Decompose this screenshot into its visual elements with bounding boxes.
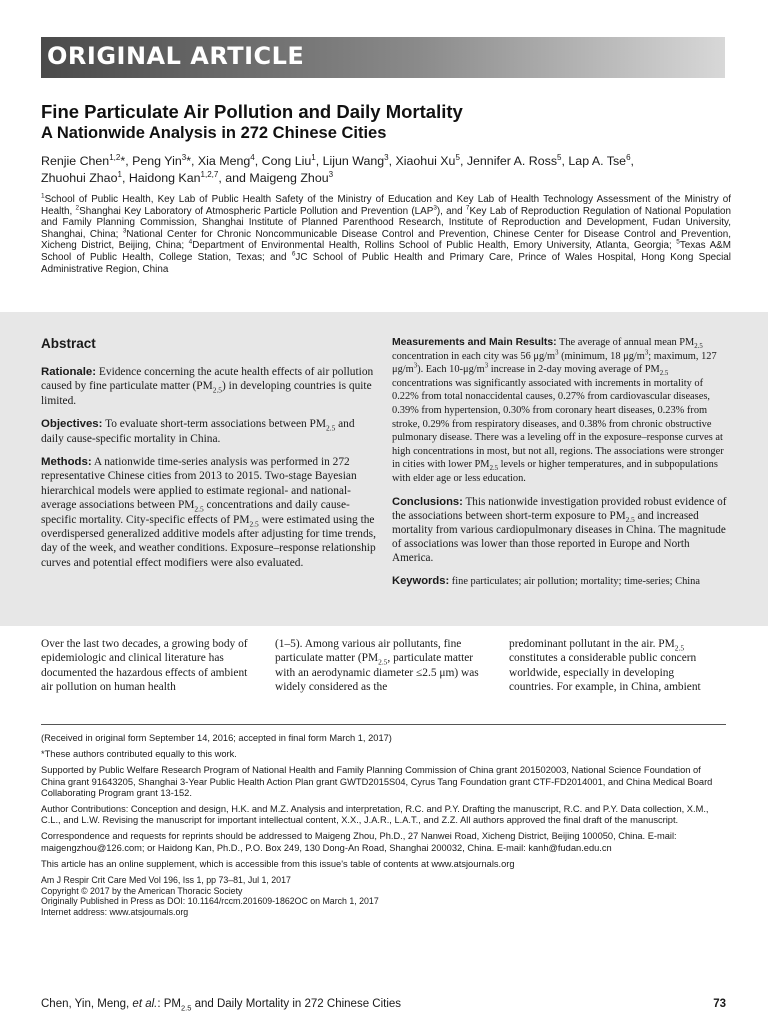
abstract-methods xyxy=(41,455,378,570)
results-text: ; maximum, 127 μg/m xyxy=(392,350,717,376)
subscript: 2.5 xyxy=(674,643,685,653)
author-affil-marker: 3 xyxy=(328,169,334,179)
author-affil-marker: 1 xyxy=(311,152,316,162)
footnote-block xyxy=(41,733,727,917)
affil-marker: 5 xyxy=(676,239,680,247)
article-type-label: ORIGINAL ARTICLE xyxy=(47,42,305,70)
rationale-text: ) in developing countries is quite limited. xyxy=(41,380,372,407)
subscript: 2.5 xyxy=(489,465,498,473)
running-footer xyxy=(41,998,402,1013)
internet-address: Internet address: www.atsjournals.org xyxy=(41,906,189,917)
author-separator: , xyxy=(630,154,634,168)
author-name: Zhuohui Zhao xyxy=(41,171,118,185)
methods-text: A nationwide time-series analysis was performed in 272 representative Chinese cities from 2013 to 2015. Two-stage Bayesian hierarchical models were applied to estimate regional- and national-average associations between PM xyxy=(41,456,357,512)
results-text: ). Each 10-μg/m xyxy=(417,364,485,376)
affil-text: National Center for Chronic Noncommunicable Disease Control and Prevention, Chinese Center for Disease Control and Prevention, Xicheng District, Beijing, China; xyxy=(41,228,731,252)
author-affil-marker: 1,2,7 xyxy=(200,169,219,179)
intro-text: predominant pollutant in the air. PM xyxy=(509,638,675,650)
author-list xyxy=(41,153,731,187)
subscript: 2.5 xyxy=(249,518,259,528)
rationale-text: Evidence concerning the acute health effects of air pollution caused by fine particulate matter (PM xyxy=(41,366,374,393)
abstract-conclusions xyxy=(392,495,730,566)
intro-text: , particulate matter with an aerodynamic diameter ≤2.5 μm) was widely considered as the xyxy=(275,652,479,694)
equal-contribution-marker: * xyxy=(120,154,126,168)
methods-text: were estimated using the overdispersed generalized additive models after adjusting for time trends, day of the week, and weather conditions. Exposure–response relationship curves and potential effect modifiers were also evaluated. xyxy=(41,513,376,569)
footer-etal: et al. xyxy=(132,998,158,1010)
author-name: , and Maigeng Zhou xyxy=(218,171,329,185)
superscript: 3 xyxy=(413,362,418,370)
affil-marker: 6 xyxy=(291,250,296,258)
abstract-rationale xyxy=(41,365,378,408)
author-name: , Cong Liu xyxy=(254,154,312,168)
author-name: , Haidong Kan xyxy=(121,171,201,185)
doi-line: Originally Published in Press as DOI: 10.1164/rccm.201609-1862OC on March 1, 2017 xyxy=(41,896,379,907)
intro-text: Over the last two decades, a growing body of epidemiologic and clinical literature has documented the hazardous effects of ambient air pollution on human health xyxy=(41,638,248,694)
affil-text: School of Public Health, Key Lab of Public Health Safety of the Ministry of Education and Key Lab of Health Technology Assessment of the Ministry of Health, xyxy=(41,194,731,217)
abstract-left-column xyxy=(41,336,378,579)
affil-text: Texas A&M School of Public Health, College Station, Texas; and xyxy=(41,240,731,263)
affil-text: JC School of Public Health and Primary Care, Prince of Wales Hospital, Hong Kong Special Administrative Region, China xyxy=(41,251,731,275)
author-name: , Peng Yin xyxy=(125,154,182,168)
intro-column-3 xyxy=(509,637,719,695)
equal-contribution-note: *These authors contributed equally to this work. xyxy=(41,749,237,760)
subscript: 2.5 xyxy=(194,504,204,514)
objectives-text: and daily cause-specific mortality in China. xyxy=(41,418,355,445)
article-type-banner xyxy=(41,37,725,78)
results-text: increase in 2-day moving average of PM xyxy=(488,364,660,376)
subscript: 2.5 xyxy=(378,657,388,667)
supplement-note: This article has an online supplement, which is accessible from this issue's table of contents at www.atsjournals.org xyxy=(41,858,515,869)
footnote-divider xyxy=(41,724,726,725)
subscript: 2.5 xyxy=(326,423,336,433)
subscript: 2.5 xyxy=(659,370,669,378)
author-name: , Jennifer A. Ross xyxy=(459,154,558,168)
affil-text: Shanghai Key Laboratory of Atmospheric Particle Pollution and Prevention (LAP xyxy=(79,205,434,217)
author-affil-marker: 5 xyxy=(455,152,460,162)
intro-text: (1–5). Among various air pollutants, fine particulate matter (PM xyxy=(275,638,462,665)
author-affil-marker: 4 xyxy=(250,152,255,162)
affiliations xyxy=(41,194,731,275)
funding-note: Supported by Public Welfare Research Program of National Health and Family Planning Commission of China grant 201502003, National Science Foundation of China grant 91643205, Shanghai 3-Year Public Health Action Plan grant GWTD2015S04, Cyrus Tang Foundation grant CTF-FD2014001, and China Medical Board Collaborating Program grant 13-152. xyxy=(41,765,713,798)
abstract-heading: Abstract xyxy=(41,336,96,351)
intro-column-1 xyxy=(41,637,251,695)
superscript: 3 xyxy=(555,349,559,357)
author-contributions-note: Author Contributions: Conception and design, H.K. and M.Z. Analysis and interpretation, R.C. and P.Y. Drafting the manuscript, R.C. and P.Y. Data collection, X.M., C.L., and L.W. Revising the manuscript for important intellectual content, X.X., J.A.R., L.A.T., and Z.Z. All authors approved the final draft of the manuscript. xyxy=(41,804,709,826)
superscript: 3 xyxy=(644,349,649,357)
results-label: Measurements and Main Results: xyxy=(392,337,557,348)
article-subtitle: A Nationwide Analysis in 272 Chinese Cities xyxy=(41,124,387,142)
results-text: The average of annual mean PM xyxy=(556,337,695,348)
results-text: concentration in each city was 56 μg/m xyxy=(392,350,556,362)
abstract-objectives xyxy=(41,417,378,446)
author-affil-marker: 3 xyxy=(384,152,389,162)
results-text: levels or higher temperatures, and in subpopulations with elder age or less education. xyxy=(392,459,718,484)
affil-marker: 3 xyxy=(433,204,437,212)
subscript: 2.5 xyxy=(181,1003,192,1013)
results-text: (minimum, 18 μg/m xyxy=(558,350,645,362)
subscript: 2.5 xyxy=(694,343,703,351)
objectives-text: To evaluate short-term associations between PM xyxy=(102,418,327,431)
article-title: Fine Particulate Air Pollution and Daily Mortality xyxy=(41,101,463,122)
intro-column-2 xyxy=(275,637,485,695)
author-affil-marker: 1,2 xyxy=(109,152,121,162)
abstract-keywords xyxy=(392,575,730,589)
conclusions-label: Conclusions: xyxy=(392,495,463,508)
rationale-label: Rationale: xyxy=(41,366,97,378)
subscript: 2.5 xyxy=(625,515,635,524)
methods-label: Methods: xyxy=(41,456,92,469)
subscript: 2.5 xyxy=(212,385,223,395)
affil-text: Department of Environmental Health, Rollins School of Public Health, Emory University, Atlanta, Georgia; xyxy=(192,240,677,252)
equal-contribution-marker: * xyxy=(186,154,192,168)
correspondence-note: Correspondence and requests for reprints should be addressed to Maigeng Zhou, Ph.D., 27 Nanwei Road, Xicheng District, Beijing 100050, China. E-mail: maigengzhou@126.com; or Haidong Kan, Ph.D., P.O. Box 249, 130 Dong-An Road, Shanghai 200032, China. E-mail: kanh@fudan.edu.cn xyxy=(41,831,677,853)
journal-citation: Am J Respir Crit Care Med Vol 196, Iss 1, pp 73–81, Jul 1, 2017 xyxy=(41,875,291,886)
author-name: , Xiaohui Xu xyxy=(388,154,456,168)
conclusions-text: and increased mortality from various cardiopulmonary diseases in China. The magnitude of associations was lower than those reported in Europe and North America. xyxy=(392,509,726,565)
footer-text: Chen, Yin, Meng, xyxy=(41,998,133,1010)
page-number: 73 xyxy=(713,998,726,1010)
author-affil-marker: 6 xyxy=(626,152,631,162)
methods-text: concentrations and daily cause-specific mortality. City-specific effects of PM xyxy=(41,499,350,526)
affil-marker: 3 xyxy=(122,227,127,235)
abstract-results xyxy=(392,336,730,486)
affil-text: ), and xyxy=(436,205,466,217)
author-affil-marker: 1 xyxy=(117,169,122,179)
copyright-line: Copyright © 2017 by the American Thoracic Society xyxy=(41,885,243,896)
conclusions-text: This nationwide investigation provided robust evidence of the associations between short-term exposure to PM xyxy=(392,495,727,522)
author-name: , Lijun Wang xyxy=(315,154,385,168)
objectives-label: Objectives: xyxy=(41,418,103,431)
footer-text: and Daily Mortality in 272 Chinese Cities xyxy=(191,998,402,1010)
author-affil-marker: 3 xyxy=(181,152,187,162)
author-name: Renjie Chen xyxy=(41,154,110,168)
affil-marker: 7 xyxy=(465,204,470,212)
superscript: 3 xyxy=(484,362,489,370)
intro-text: constitutes a considerable public concern worldwide, especially in developing countries. For example, in China, ambient xyxy=(509,652,701,694)
affil-marker: 4 xyxy=(188,239,193,247)
received-note: (Received in original form September 14, 2016; accepted in final form March 1, 2017) xyxy=(41,733,392,743)
keywords-text: fine particulates; air pollution; mortality; time-series; China xyxy=(449,575,700,587)
author-name: , Lap A. Tse xyxy=(561,154,627,168)
results-text: concentrations was significantly associated with increments in mortality of 0.22% from total nonaccidental causes, 0.27% from cardiovascular diseases, 0.39% from hypertension, 0.30% from coronary heart diseases, 0.23% from stroke, 0.29% from respiratory diseases, and 0.38% from chronic obstructive pulmonary disease. There was a leveling off in the exposure–response curves at high concentrations in most, but not all, regions. The associations were stronger in cities with lower PM xyxy=(392,377,724,471)
footer-text: : PM xyxy=(157,998,181,1010)
abstract-right-column xyxy=(392,336,730,597)
affil-marker: 1 xyxy=(41,192,45,200)
keywords-label: Keywords: xyxy=(392,574,450,587)
author-name: , Xia Meng xyxy=(191,154,251,168)
affil-text: Key Lab of Reproduction Regulation of National Population and Family Planning Commission, Shanghai Institute of Planned Parenthood Research, Institute of Reproduction and Development, Fudan University, Shanghai, China; xyxy=(41,205,731,240)
affil-marker: 2 xyxy=(75,204,80,212)
author-affil-marker: 5 xyxy=(557,152,562,162)
